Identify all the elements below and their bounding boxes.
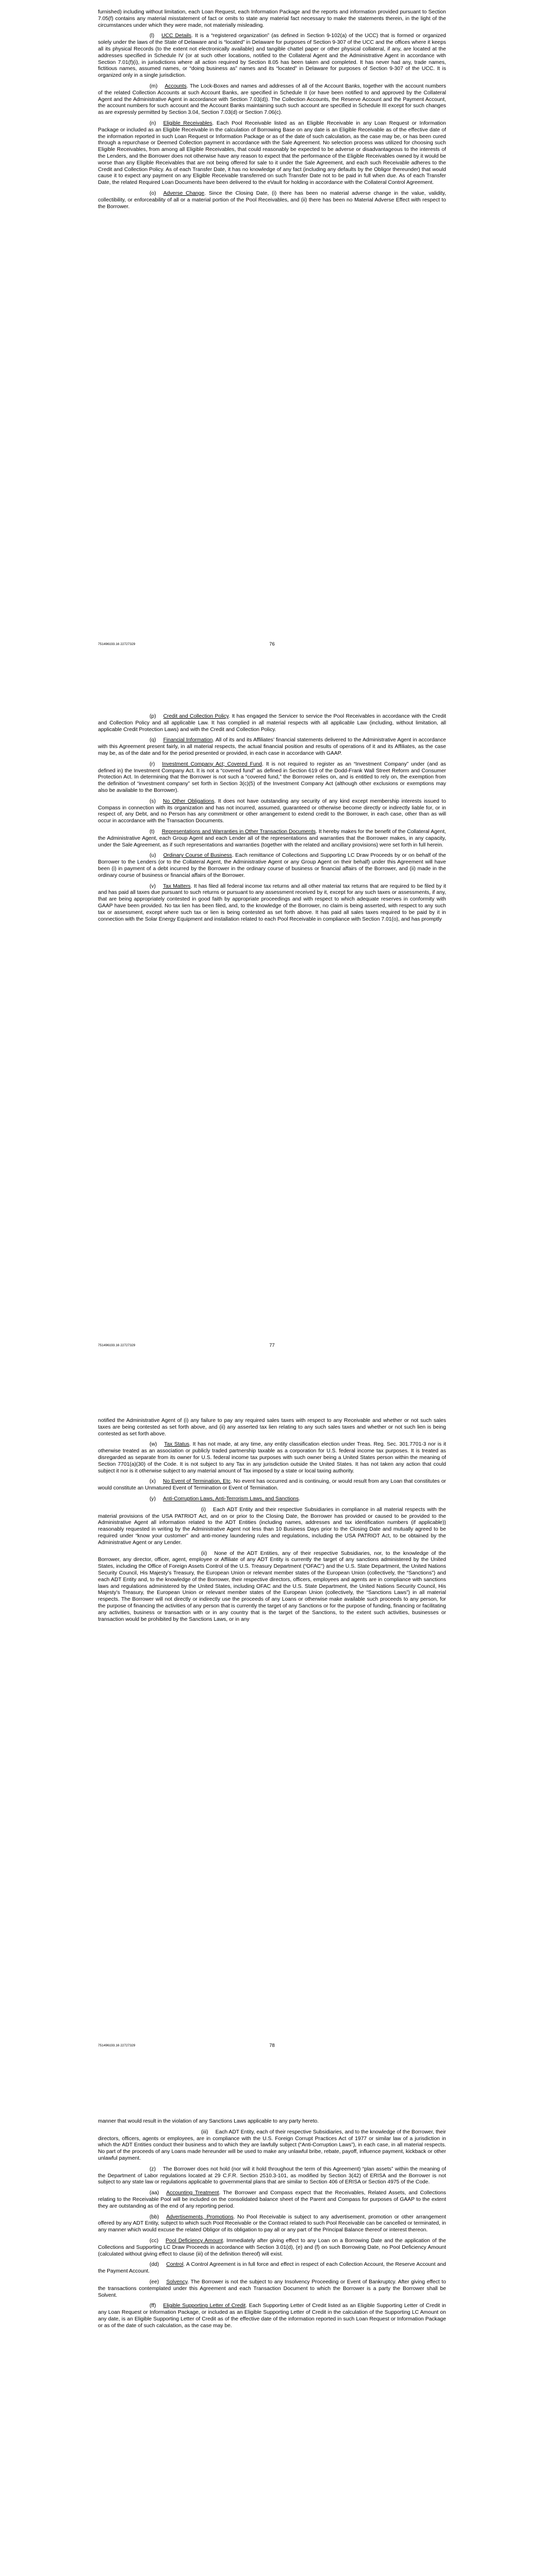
section-heading: Control (166, 2262, 184, 2268)
paragraph-subsection: (i) Each ADT Entity and their respective Subsidiaries in compliance in all material respects with the material provisions of the USA PATRIOT Act, and on or prior to the Closing Date, the Borrower has provided or caused to be provided to the Administrative Agent all information related to the ADT Entities (including names, addresses and tax identification numbers (if applicable)) reasonably requested in writing by the Administrative Agent not less than 10 Business Days prior to the Closing Date and mutually agreed to be required under “know your customer” and anti-money laundering rules and regulations, including the USA PATRIOT Act, to be obtained by the Administrative Agent or any Lender. (98, 1506, 446, 1546)
paragraph-eligible-receivables: (n) Eligible Receivables. Each Pool Receivable listed as an Eligible Receivable in any Loan Request or Information Package or included as an Eligible Receivable in the calculation of Borrowing Base on any date is an Eligible Receivable as of the effective date of the information reported in such Loan Request or Information Package or as of the date of such calculation, as the case may be, or has been cured through a repurchase or Deemed Collection payment in accordance with the Sale Agreement. No selection process was utilized for choosing such Eligible Receivables, from among all Eligible Receivables, that could reasonably be expected to be adverse or disadvantageous to the interests of the Lenders, and the Borrower does not otherwise have any reason to expect that the performance of the Eligible Receivables owned by it would be worse than any Eligible Receivables that are not being offered for sale to it under the Sale Agreement, and each such Receivable adheres to the Credit and Collection Policy. As of each Transfer Date, it has no knowledge of any fact (including any defaults by the Obligor thereunder) that would cause it to expect any payment on any Eligible Receivable transferred on such Transfer Date not to be paid in full when due. As of each Transfer Date, the related Required Loan Documents have been delivered to the eVault for holding in accordance with the Collateral Control Agreement. (98, 120, 446, 186)
paragraph-representations-warranties: (t) Representations and Warranties in Other Transaction Documents. It hereby makes for the benefit of the Collateral Agent, the Administrative Agent, each Group Agent and each Lender all of the representations and warranties that the Borrower makes, in any capacity, under the Sale Agreement, as if such representations and warranties (together with the related and ancillary provisions) were set forth in full herein. (98, 828, 446, 848)
section-heading: No Other Obligations (163, 798, 215, 804)
paragraph-accounts: (m) Accounts. The Lock-Boxes and names and addresses of all of the Account Banks, together with the account numbers of the related Collection Accounts at such Account Banks, are specified in Schedule II (or have been notified to and approved by the Collateral Agent and the Administrative Agent in accordance with Section 7.03(d)). The Collection Accounts, the Reserve Account and the Payment Account, the account numbers for such account and the Account Banks maintaining such such account are specified in Schedule III except for such changes as are expressly permitted by Section 3.04, Section 7.03(d) or Section 7.06(c). (98, 83, 446, 116)
paragraph-erisa: (z) The Borrower does not hold (nor will it hold throughout the term of this Agreement) “plan assets” within the meaning of the Department of Labor regulations located at 29 C.F.R. Section 2510.3-101, as modified by Section 3(42) of ERISA and the Borrower is not subject to any state law or regulations applicable to governmental plans that are similar to Section 406 of ERISA or Section 4975 of the Code. (98, 2166, 446, 2185)
paragraph-advertisements: (bb) Advertisements, Promotions. No Pool Receivable is subject to any advertisement, promotion or other arrangement offered by any ADT Entity, subject to which such Pool Receivable or the Contract related to such Pool Receivable can be cancelled or terminated, in any manner which would excuse the related Obligor of its obligation to pay all or any part of the Principal Balance thereof or interest thereon. (98, 2214, 446, 2233)
section-heading: No Event of Termination, Etc (163, 1479, 231, 1485)
paragraph: furnished) including without limitation, each Loan Request, each Information Package and the reports and information provided pursuant to Section 7.05(f) contains any material misstatement of fact or omits to state any material fact necessary to make the statements therein, in the light of the circumstances under which they were made, not materially misleading. (98, 9, 446, 28)
page-number: 76 (269, 641, 275, 647)
paragraph-no-other-obligations: (s) No Other Obligations. It does not have outstanding any security of any kind except membership interests issued to Compass in connection with its organization and has not incurred, assumed, guaranteed or otherwise become directly or indirectly liable for, or in respect of, any Debt, and no Person has any commitment or other arrangement to extend credit to the Borrower, in each case, other than as will occur in accordance with the Transaction Documents. (98, 798, 446, 824)
section-heading: Ordinary Course of Business (163, 853, 232, 859)
section-heading: Representations and Warranties in Other Transaction Documents (161, 828, 316, 835)
page-number: 77 (269, 1343, 275, 1348)
paragraph-financial-information: (q) Financial Information. All of its and its Affiliates’ financial statements delivered to the Administrative Agent in accordance with this Agreement present fairly, in all material respects, the actual financial position and results of operations of it and its Affiliates, as the case may be, as of the date and for the period presented or provided, in each case in accordance with GAAP. (98, 737, 446, 756)
page-footer (98, 1343, 446, 1350)
section-heading: UCC Details (161, 33, 192, 39)
section-heading: Accounting Treatment (166, 2190, 219, 2196)
page-number: 78 (269, 2043, 275, 2048)
paragraph-subsection: (ii) None of the ADT Entities, any of their respective Subsidiaries, nor, to the knowledge of the Borrower, any director, officer, agent, employee or Affiliate of any ADT Entity is currently the target of any sanctions administered by the United States, including the Office of Foreign Assets Control of the U.S. Treasury Department (“OFAC”) and the U.S. State Department, the United Nations Security Council, His Majesty’s Treasury, the European Union or relevant member states of the European Union (collectively, the “Sanctions”) and each ADT Entity and, to the knowledge of the Borrower, their respective directors, officers, employees and agents are in compliance with sanctions laws and regulations administered by the United States, including OFAC and the U.S. State Department, the United Nations Security Council, His Majesty’s Treasury, the European Union or relevant member states of the European Union (collectively, the “Sanctions Laws”) in all material respects. The Borrower will not directly or indirectly use the proceeds of any Loans or otherwise make available such proceeds to any person, for the purpose of financing the activities of any person that is currently the target of any Sanctions or for the purpose of funding, financing or facilitating any activities, business or transaction with or in any country that is the target of the Sanctions, to the extent such activities, businesses or transaction would be prohibited by the Sanctions Laws, or in any (98, 1550, 446, 1622)
paragraph-accounting-treatment: (aa) Accounting Treatment. The Borrower and Compass expect that the Receivables, Related Assets, and Collections relating to the Receivable Pool will be included on the consolidated balance sheet of the Parent and Compass for purposes of GAAP to the extent they are outstanding as of the end of any reporting period. (98, 2190, 446, 2209)
paragraph: notified the Administrative Agent of (i) any failure to pay any required sales taxes with respect to any Receivable and whether or not such sales taxes are being contested as set forth above, and (ii) any asserted tax lien relating to any such sales taxes and whether or not such lien is being contested as set forth above. (98, 1418, 446, 1437)
page-76 (0, 9, 544, 214)
paragraph-ucc-details: (l) UCC Details. It is a “registered organization” (as defined in Section 9-102(a) of the UCC) that is formed or organized solely under the laws of the State of Delaware and is “located” in Delaware for purposes of Section 9-307 of the UCC and the offices where it keeps all its physical Records (to the extent not electronically available) and tangible chattel paper or other physical collateral, if any, are located at the addresses specified in Schedule IV (or at such other locations, notified to the Collateral Agent and the Administrative Agent in accordance with Section 7.01(f)(i), in jurisdictions where all action required by Section 8.05 has been taken and completed. It has never had any, trade names, fictitious names, assumed names, or “doing business as” names and its “located” in Delaware for purposes of Section 9-307 of the UCC. It is organized only in a single jurisdiction. (98, 33, 446, 79)
section-heading: Pool Deficiency Amount (166, 2238, 223, 2244)
document-id: 751496193.16 22727329 (98, 642, 136, 646)
section-heading: Tax Status (164, 1442, 190, 1448)
page-79 (0, 2119, 544, 2334)
paragraph-pool-deficiency: (cc) Pool Deficiency Amount. Immediately after giving effect to any Loan on a Borrowing Date and the application of the Collections and Supporting LC Draw Proceeds in accordance with Section 3.01(d), (e) and (f) on such Borrowing Date, no Pool Deficiency Amount (calculated without giving effect to clause (iii) of the definition thereof) will exist. (98, 2238, 447, 2257)
section-heading: Investment Company Act; Covered Fund (162, 761, 262, 767)
section-heading: Credit and Collection Policy (163, 714, 229, 719)
paragraph-tax-matters: (v) Tax Matters. It has filed all federal income tax returns and all other material tax returns that are required to be filed by it and has paid all taxes due pursuant to such returns or pursuant to any assessment received by it, except for any such taxes or assessments, if any, that are being appropriately contested in good faith by appropriate proceedings and with respect to which adequate reserves in conformity with GAAP have been provided. No tax lien has been filed, and, to the knowledge of the Borrower, no claim is being asserted, with respect to any such tax or assessment, except where such tax or lien is being contested as set forth above. It has paid all sales taxes required to be paid by it in connection with the Solar Energy Equipment and installation related to each Pool Receivable in compliance with Section 7.01(o), and has promptly (98, 883, 446, 922)
section-heading: Eligible Receivables (163, 120, 212, 126)
paragraph-control: (dd) Control. A Control Agreement is in full force and effect in respect of each Collection Account, the Reserve Account and the Payment Account. (98, 2262, 446, 2275)
section-heading: Financial Information (163, 737, 213, 743)
page-footer (98, 641, 446, 649)
section-heading: Adverse Change (163, 190, 205, 196)
page-footer (98, 2043, 446, 2050)
paragraph-eligible-supporting-lc: (ff) Eligible Supporting Letter of Credit. Each Supporting Letter of Credit listed as an Eligible Supporting Letter of Credit in any Loan Request or Information Package, or included as an Eligible Supporting Letter of Credit in the calculation of the Supporting LC Amount on any date, is an Eligible Supporting Letter of Credit as of the effective date of the information reported in such Loan Request or Information Package or as of the date of such calculation, as the case may be. (98, 2303, 446, 2329)
paragraph-adverse-change: (o) Adverse Change. Since the Closing Date, (i) there has been no material adverse change in the value, validity, collectibility, or enforceability of all or a material portion of the Pool Receivables, and (ii) there has been no Material Adverse Effect with respect to the Borrower. (98, 190, 446, 210)
paragraph-investment-company-act: (r) Investment Company Act; Covered Fund. It is not required to register as an “Investment Company” under (and as defined in) the Investment Company Act. It is not a “covered fund” as defined in Section 619 of the Dodd-Frank Wall Street Reform and Consumer Protection Act. In determining that the Borrower is not such a “covered fund,” the Borrower relies on, and is entitled to rely on, the exemption from the definition of “investment company” set forth in Section 3(c)(5) of the Investment Company Act (although other exclusions or exemptions may also be available to the Borrower). (98, 761, 446, 793)
document-id: 751496193.16 22727329 (98, 2044, 136, 2047)
page-78 (0, 1418, 544, 1627)
paragraph: manner that would result in the violation of any Sanctions Laws applicable to any party hereto. (98, 2119, 319, 2124)
paragraph-solvency: (ee) Solvency. The Borrower is not the subject to any Insolvency Proceeding or Event of Bankruptcy. After giving effect to the transactions contemplated under this Agreement and each Transaction Document to which the Borrower is a party the Borrower shall be Solvent. (98, 2279, 446, 2298)
paragraph-ordinary-course: (u) Ordinary Course of Business. Each remittance of Collections and Supporting LC Draw Proceeds by or on behalf of the Borrower to the Lenders (or to the Collateral Agent, the Administrative Agent or any Group Agent on their behalf) under this Agreement will have been (i) in payment of a debt incurred by the Borrower in the ordinary course of business or financial affairs of the Borrower, and (ii) made in the ordinary course of business or financial affairs of the Borrower. (98, 853, 446, 878)
section-heading: Accounts (164, 83, 187, 89)
section-heading: Solvency (166, 2279, 188, 2285)
section-heading: Anti-Corruption Laws, Anti-Terrorism Laws, and Sanctions (163, 1496, 299, 1502)
paragraph-credit-collection-policy: (p) Credit and Collection Policy. It has engaged the Servicer to service the Pool Receivables in accordance with the Credit and Collection Policy and all applicable Law. It has complied in all material respects with all applicable Law (including, without limitation, all applicable Credit Protection Laws) and with the Credit and Collection Policy. (98, 714, 446, 733)
page-77 (0, 714, 544, 927)
paragraph-no-event-of-termination: (x) No Event of Termination, Etc. No event has occurred and is continuing, or would result from any Loan that constitutes or would constitute an Unmatured Event of Termination or Event of Termination. (98, 1479, 446, 1492)
section-heading: Tax Matters (163, 883, 191, 889)
document-id: 751496193.16 22727329 (98, 1344, 136, 1347)
paragraph-subsection: (iii) Each ADT Entity, each of their respective Subsidiaries, and to the knowledge of the Borrower, their directors, officers, agents or employees, are in compliance with the U.S. Foreign Corrupt Practices Act of 1977 or similar law of a jurisdiction in which the ADT Entities conduct their business and to which they are lawfully subject (“Anti-Corruption Laws”), in each case, in all material respects. No part of the proceeds of any Loans made hereunder will be used to make any unlawful bribe, rebate, payoff, influence payment, kickback or other unlawful payment. (98, 2129, 446, 2161)
paragraph-anti-corruption: (y) Anti-Corruption Laws, Anti-Terrorism Laws, and Sanctions. (150, 1496, 301, 1502)
section-heading: Advertisements, Promotions (166, 2214, 234, 2220)
section-heading: Eligible Supporting Letter of Credit (163, 2303, 246, 2309)
paragraph-tax-status: (w) Tax Status. It has not made, at any time, any entity classification election under Treas. Reg. Sec. 301.7701-3 nor is it otherwise treated as an association or publicly traded partnership taxable as a corporation for U.S. federal income tax purposes. It is treated as disregarded as separate from its owner for U.S. federal income tax purposes with such owner being a United States person within the meaning of Section 7701(a)(30) of the Code. It is not subject to any Tax in any jurisdiction outside the United States. It has not taken any action that could subject it nor is it otherwise subject to any material amount of Tax imposed by a state or local taxing authority. (98, 1442, 447, 1474)
